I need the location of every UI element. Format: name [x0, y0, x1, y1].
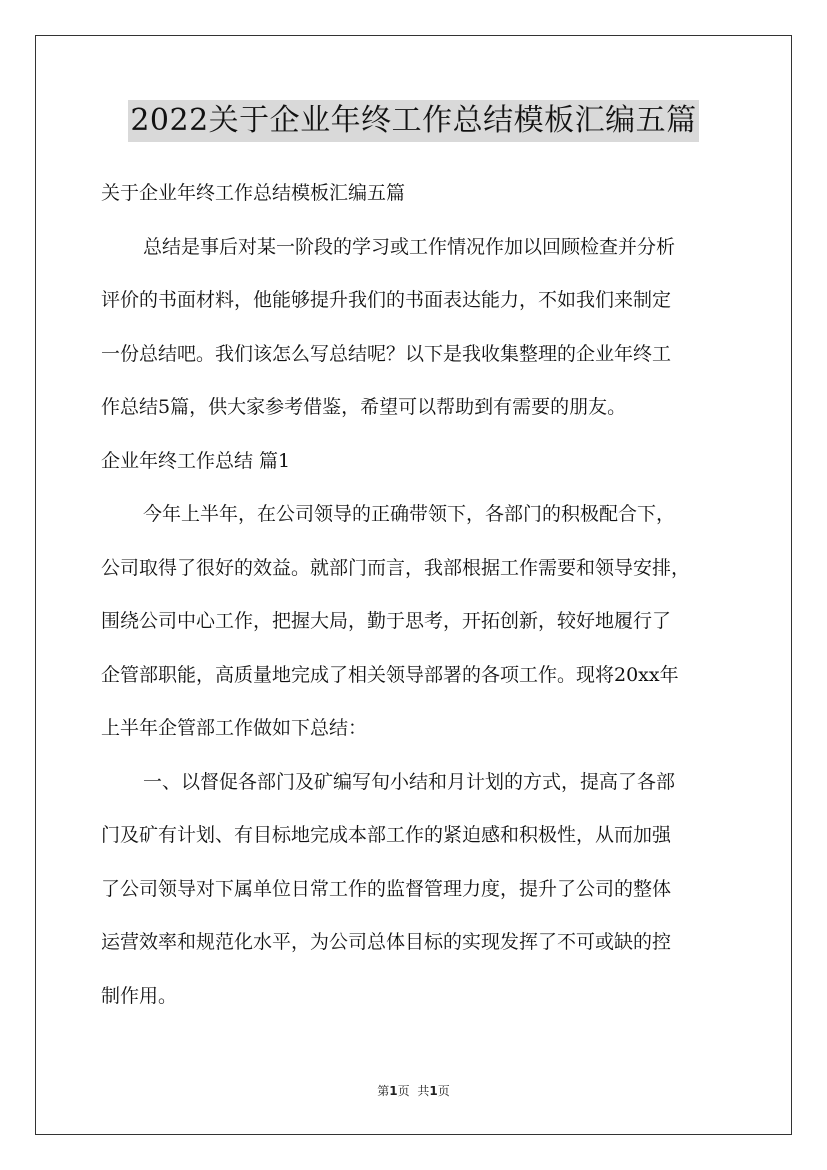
text-line: 一份总结吧。我们该怎么写总结呢？以下是我收集整理的企业年终工 [101, 342, 672, 365]
document-title: 2022关于企业年终工作总结模板汇编五篇 [128, 100, 698, 142]
text-line: 制作用。 [101, 984, 178, 1007]
text-line: 一、以督促各部门及矿编写旬小结和月计划的方式，提高了各部 [143, 770, 676, 793]
text-line: 围绕公司中心工作，把握大局，勤于思考，开拓创新，较好地履行了 [101, 610, 672, 632]
text-line: 上半年企管部工作做如下总结： [101, 717, 368, 739]
text-line: 企管部职能，高质量地完成了相关领导部署的各项工作。现将20xx年 [101, 663, 679, 686]
footer-page-prefix: 第 [377, 1084, 390, 1098]
text-line: 今年上半年，在公司领导的正确带领下，各部门的积极配合下， [143, 503, 676, 525]
text-line: 作总结5篇，供大家参考借鉴，希望可以帮助到有需要的朋友。 [101, 396, 627, 418]
text-line: 企业年终工作总结 篇1 [101, 449, 291, 472]
text-line: 评价的书面材料，他能够提升我们的书面表达能力，不如我们来制定 [101, 289, 672, 311]
footer-total-prefix: 共 [417, 1084, 430, 1098]
page-footer [0, 1082, 827, 1099]
footer-page-number: 1 [389, 1084, 398, 1098]
text-line: 了公司领导对下属单位日常工作的监督管理力度，提升了公司的整体 [101, 877, 672, 900]
document-body [101, 172, 729, 1028]
text-line: 总结是事后对某一阶段的学习或工作情况作加以回顾检查并分析 [143, 235, 676, 258]
text-line: 关于企业年终工作总结模板汇编五篇 [101, 182, 406, 204]
text-line: 运营效率和规范化水平，为公司总体目标的实现发挥了不可或缺的控 [101, 931, 672, 953]
footer-total-number: 1 [429, 1084, 438, 1098]
footer-total-suffix: 页 [437, 1084, 450, 1098]
title-wrap [0, 100, 827, 142]
text-line: 门及矿有计划、有目标地完成本部工作的紧迫感和积极性，从而加强 [101, 824, 672, 846]
text-line: 公司取得了很好的效益。就部门而言，我部根据工作需要和领导安排， [101, 556, 691, 579]
footer-page-suffix: 页 [397, 1084, 410, 1098]
